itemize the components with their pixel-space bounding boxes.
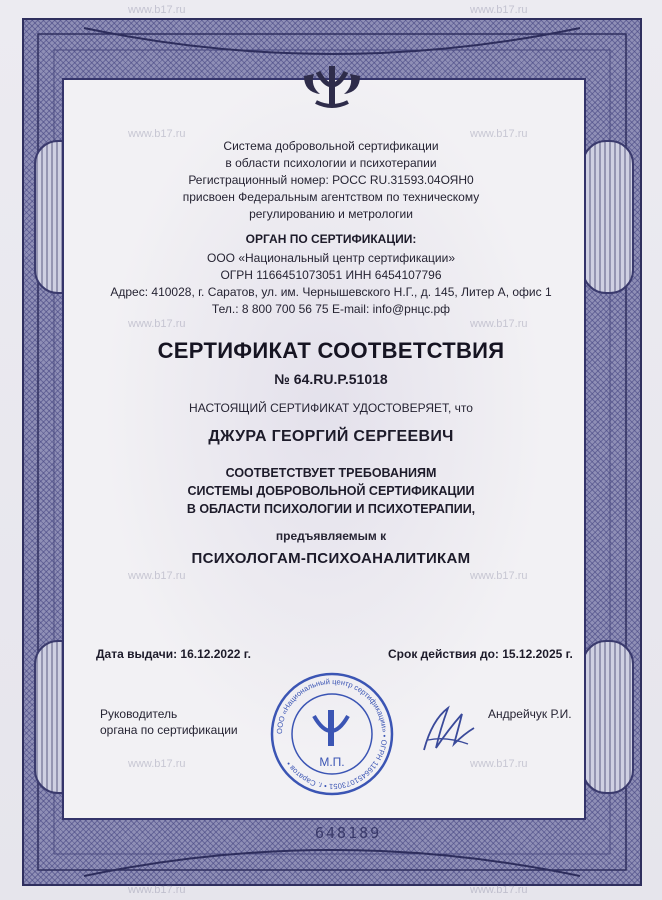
stamp-ring-text: ООО «Национальный центр сертификации» • ОГРН 1166451073051 • г. Саратов • (274, 676, 390, 792)
organ-heading: ОРГАН ПО СЕРТИФИКАЦИИ: (245, 232, 417, 246)
stamp-center-text: М.П. (319, 755, 345, 769)
certificate-title: СЕРТИФИКАТ СООТВЕТСТВИЯ (157, 338, 505, 363)
psi-icon (296, 62, 368, 112)
attests-text: НАСТОЯЩИЙ СЕРТИФИКАТ УДОСТОВЕРЯЕТ, что (189, 401, 473, 415)
serial-number: 648189 (315, 824, 382, 842)
official-stamp (268, 670, 396, 798)
organ-ogrn: ОГРН 1166451073051 ИНН 6454107796 (220, 268, 442, 282)
signer-name: Андрейчук Р.И. (488, 707, 572, 721)
watermark: www.b17.ru (128, 884, 186, 896)
issue-date: Дата выдачи: 16.12.2022 г. (96, 647, 251, 661)
system-line-2: в области психологии и психотерапии (225, 156, 437, 170)
watermark: www.b17.ru (470, 758, 528, 770)
system-line-5: регулированию и метрологии (249, 207, 413, 221)
system-line-1: Система добровольной сертификации (223, 139, 439, 153)
requirements-line-2: СИСТЕМЫ ДОБРОВОЛЬНОЙ СЕРТИФИКАЦИИ (187, 484, 475, 498)
holder-name: ДЖУРА ГЕОРГИЙ СЕРГЕЕВИЧ (208, 428, 454, 445)
watermark: www.b17.ru (128, 318, 186, 330)
watermark: www.b17.ru (470, 884, 528, 896)
watermark: www.b17.ru (128, 570, 186, 582)
organ-contacts: Тел.: 8 800 700 56 75 E-mail: info@рнцс.рф (211, 302, 451, 316)
requirements-line-1: СООТВЕТСТВУЕТ ТРЕБОВАНИЯМ (225, 466, 437, 480)
watermark: www.b17.ru (128, 128, 186, 140)
watermark: www.b17.ru (470, 128, 528, 140)
certificate-number: № 64.RU.P.51018 (274, 371, 388, 387)
watermark: www.b17.ru (128, 758, 186, 770)
watermark: www.b17.ru (470, 4, 528, 16)
requirements-line-3: В ОБЛАСТИ ПСИХОЛОГИИ И ПСИХОТЕРАПИИ, (186, 502, 476, 516)
organ-name: ООО «Национальный центр сертификации» (207, 251, 455, 265)
watermark: www.b17.ru (470, 570, 528, 582)
watermark: www.b17.ru (470, 318, 528, 330)
signer-role-line-2: органа по сертификации (100, 723, 238, 737)
handwritten-signature (418, 700, 478, 758)
system-line-3: Регистрационный номер: РОСС RU.31593.04ОЯН0 (188, 173, 474, 187)
valid-until: Срок действия до: 15.12.2025 г. (388, 647, 573, 661)
system-line-4: присвоен Федеральным агентством по техническому (182, 190, 480, 204)
signer-role-line-1: Руководитель (100, 707, 178, 721)
target-profession: ПСИХОЛОГАМ-ПСИХОАНАЛИТИКАМ (191, 550, 471, 567)
presented-text: предъявляемым к (275, 529, 387, 543)
watermark: www.b17.ru (128, 4, 186, 16)
organ-address: Адрес: 410028, г. Саратов, ул. им. Чернышевского Н.Г., д. 145, Литер А, офис 1 (110, 285, 552, 299)
